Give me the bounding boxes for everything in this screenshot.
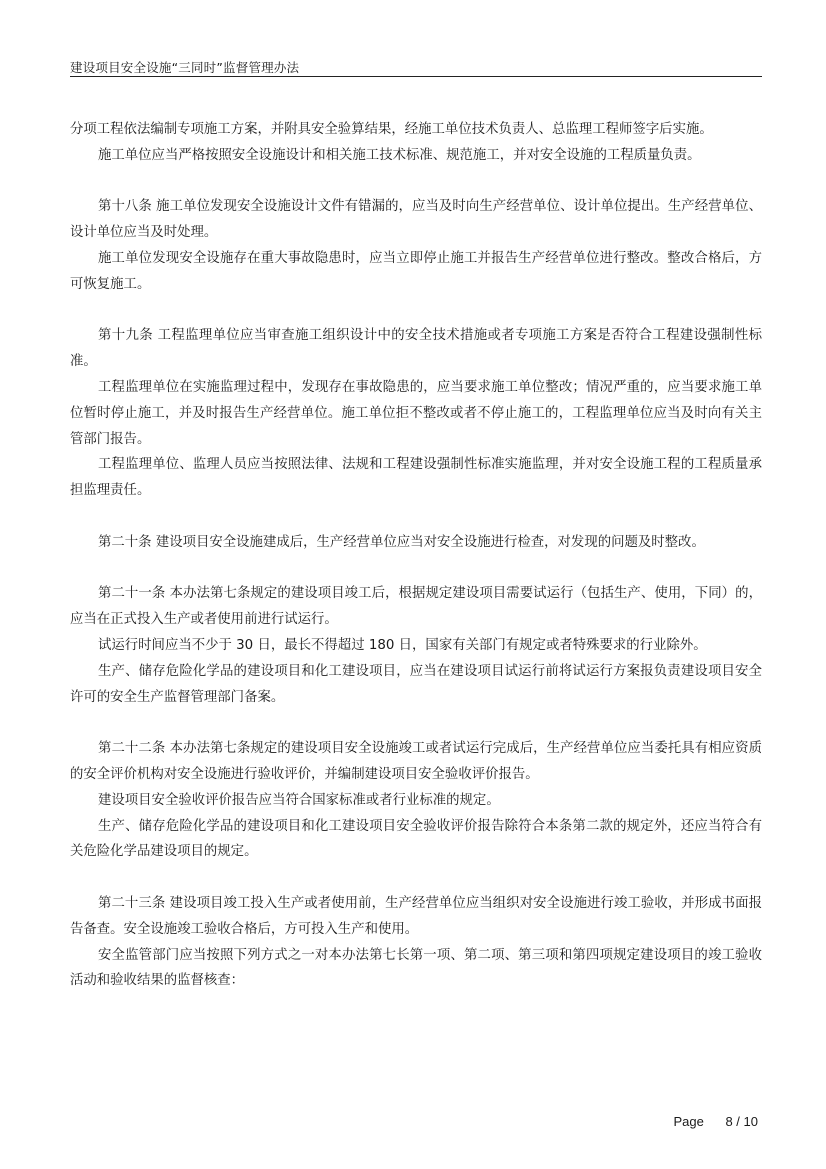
- page-label: Page: [673, 1114, 704, 1129]
- document-body: [70, 117, 762, 994]
- paragraph: 生产、储存危险化学品的建设项目和化工建设项目，应当在建设项目试运行前将试运行方案报负责建设项目安全许可的安全生产监督管理部门备案。: [70, 663, 762, 705]
- paragraph: 建设项目安全验收评价报告应当符合国家标准或者行业标准的规定。: [98, 792, 500, 808]
- page-footer: [673, 1114, 758, 1129]
- paragraph: 第二十一条 本办法第七条规定的建设项目竣工后，根据规定建设项目需要试运行（包括生产、使用，下同）的，应当在正式投入生产或者使用前进行试运行。: [70, 586, 762, 628]
- paragraph: 施工单位发现安全设施存在重大事故隐患时，应当立即停止施工并报告生产经营单位进行整改。整改合格后，方可恢复施工。: [70, 250, 762, 292]
- running-header: 建设项目安全设施“三同时”监督管理办法: [70, 60, 300, 75]
- paragraph: 工程监理单位在实施监理过程中，发现存在事故隐患的，应当要求施工单位整改；情况严重的，应当要求施工单位暂时停止施工，并及时报告生产经营单位。施工单位拒不整改或者不停止施工的，工程监理单位应当及时向有关主管部门报告。: [70, 379, 762, 447]
- paragraph: 第二十条 建设项目安全设施建成后，生产经营单位应当对安全设施进行检查，对发现的问题及时整改。: [98, 534, 705, 550]
- paragraph: 工程监理单位、监理人员应当按照法律、法规和工程建设强制性标准实施监理，并对安全设施工程的工程质量承担监理责任。: [70, 457, 762, 499]
- paragraph: 施工单位应当严格按照安全设施设计和相关施工技术标准、规范施工，并对安全设施的工程质量负责。: [98, 147, 701, 163]
- paragraph-gap: [70, 865, 762, 891]
- header-divider: [70, 76, 762, 77]
- paragraph-gap: [70, 710, 762, 736]
- paragraph: 试运行时间应当不少于 30 日，最长不得超过 180 日，国家有关部门有规定或者特殊要求的行业除外。: [98, 637, 707, 653]
- paragraph: 第二十三条 建设项目竣工投入生产或者使用前，生产经营单位应当组织对安全设施进行竣工验收，并形成书面报告备查。安全设施竣工验收合格后，方可投入生产和使用。: [70, 895, 762, 937]
- page-number: 8 / 10: [725, 1114, 758, 1129]
- paragraph-gap: [70, 169, 762, 195]
- paragraph: 安全监管部门应当按照下列方式之一对本办法第七长第一项、第二项、第三项和第四项规定建设项目的竣工验收活动和验收结果的监督核查：: [70, 947, 762, 989]
- paragraph: 第十八条 施工单位发现安全设施设计文件有错漏的，应当及时向生产经营单位、设计单位提出。生产经营单位、设计单位应当及时处理。: [70, 199, 762, 241]
- paragraph: 第二十二条 本办法第七条规定的建设项目安全设施竣工或者试运行完成后，生产经营单位应当委托具有相应资质的安全评价机构对安全设施进行验收评价，并编制建设项目安全验收评价报告。: [70, 741, 762, 782]
- paragraph-gap: [70, 504, 762, 530]
- paragraph-gap: [70, 298, 762, 324]
- paragraph: 分项工程依法编制专项施工方案，并附具安全验算结果，经施工单位技术负责人、总监理工程师签字后实施。: [70, 122, 713, 137]
- paragraph-gap: [70, 556, 762, 582]
- paragraph: 生产、储存危险化学品的建设项目和化工建设项目安全验收评价报告除符合本条第二款的规定外，还应当符合有关危险化学品建设项目的规定。: [70, 818, 762, 860]
- paragraph: 第十九条 工程监理单位应当审查施工组织设计中的安全技术措施或者专项施工方案是否符合工程建设强制性标准。: [70, 328, 762, 370]
